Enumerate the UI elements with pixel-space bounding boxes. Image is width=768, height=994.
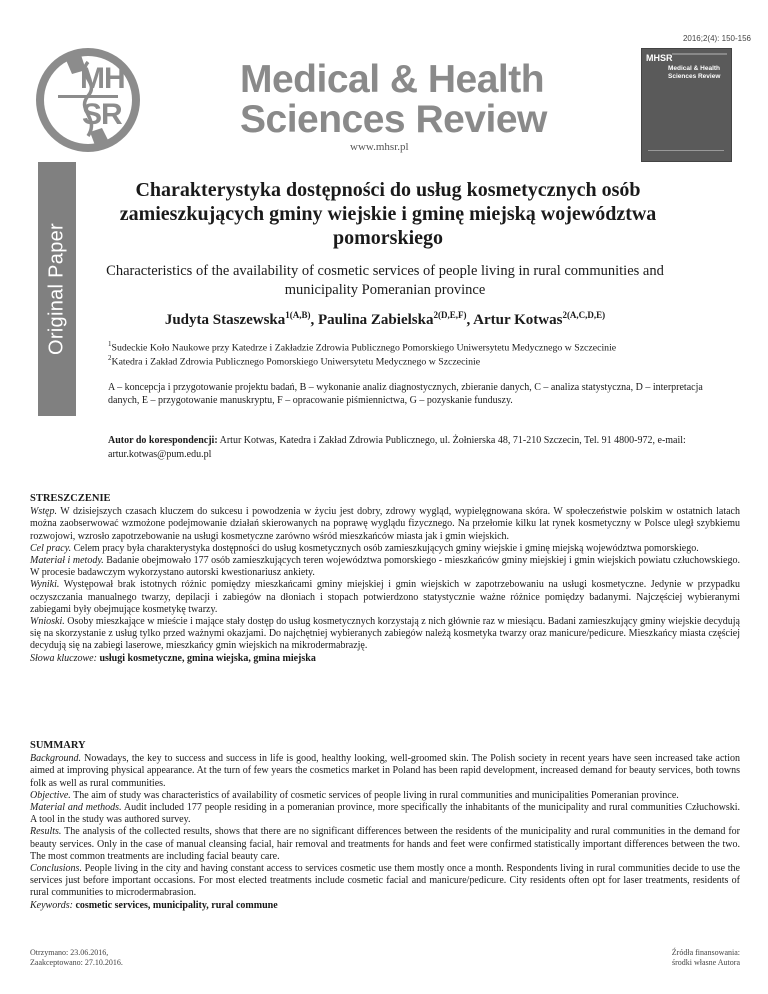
logo-mh: MH — [80, 62, 125, 95]
abstract-paragraph — [30, 802, 740, 826]
author-name: Artur Kotwas — [473, 312, 563, 328]
cover-header-line — [672, 53, 727, 55]
funding-info — [672, 948, 740, 968]
contribution-key: A – koncepcja i przygotowanie projektu badań, B – wykonanie analiz diagnostycznych, zbieranie danych, C – analiza statystyczna, D – interpretacja danych, E – przygotowanie manuskryptu, F – opracowanie piśmiennictwa, G – pozyskanie funduszy. — [108, 382, 703, 406]
abstract-paragraph — [30, 579, 740, 616]
journal-cover-thumbnail — [641, 48, 732, 162]
keywords-label: Słowa kluczowe: — [30, 652, 97, 664]
paragraph-text: Osoby mieszkające w mieście i mające stały dostęp do usług kosmetycznych korzystają z nich głównie raz w miesiącu. Badani zamieszkujący gminy wiejskie decydują się na skorzystanie z usług tylko przed ważnymi okazjami. Do najchętniej wybieranych zabiegów należą kosmetyka twarzy oraz manicure/pedicure. Mieszkańcy miasta częściej decydują się na zabiegi laserowe, mieszkańcy gmin wiejskich na mikrodermabrazję. — [30, 616, 740, 652]
abstract-en — [30, 740, 740, 912]
author-name: Paulina Zabielska — [318, 312, 434, 328]
abstract-pl — [30, 493, 740, 665]
abstract-paragraph — [30, 753, 740, 790]
citation: 2016;2(4): 150-156 — [682, 34, 751, 43]
paragraph-text: Badanie obejmowało 177 osób zamieszkujących teren województwa pomorskiego - mieszkańców gminy miejskiej i gmin wiejskich powiatu człuchowskiego. W procesie badawczym wykorzystano autorski kwestionariusz ankiety. — [30, 555, 740, 579]
paragraph-label: Material and methods. — [30, 802, 122, 814]
affiliation-text: Sudeckie Koło Naukowe przy Katedrze i Zakładzie Zdrowia Publicznego Pomorskiego Uniwersytetu Medycznego w Szczecinie — [111, 342, 617, 354]
abstract-paragraph — [30, 506, 740, 543]
abstract-paragraph — [30, 616, 740, 653]
author-affiliation-mark: 1(A,B) — [285, 310, 311, 320]
abstract-pl-heading: STRESZCZENIE — [30, 493, 111, 504]
paragraph-text: The aim of study was characteristics of availability of cosmetic services of people living in rural communities and municipalities Pomeranian province. — [73, 789, 679, 801]
paragraph-label: Background. — [30, 753, 82, 765]
journal-website[interactable]: www.mhsr.pl — [350, 141, 409, 153]
author-separator: , — [310, 312, 318, 328]
submission-dates — [30, 948, 123, 968]
affiliations — [108, 339, 708, 368]
abstract-en-heading: SUMMARY — [30, 740, 86, 751]
cover-logo: MHSR — [646, 53, 673, 63]
affiliation-1 — [108, 339, 708, 353]
correspondence — [108, 434, 708, 462]
author-separator: , — [466, 312, 474, 328]
affiliation-number: 2 — [108, 354, 112, 363]
journal-title-line2: Sciences Review — [240, 98, 547, 141]
paragraph-label: Conclusions. — [30, 863, 82, 875]
correspondence-label: Autor do korespondencji: — [108, 435, 218, 446]
author-affiliation-mark: 2(A,C,D,E) — [562, 310, 606, 320]
keywords-pl — [30, 653, 740, 665]
received-date: Otrzymano: 23.06.2016, — [30, 948, 109, 957]
affiliation-text: Katedra i Zakład Zdrowia Publicznego Pomorskiego Uniwersytetu Medycznego w Szczecinie — [111, 356, 481, 368]
article-title-pl: Charakterystyka dostępności do usług kosmetycznych osób zamieszkujących gminy wiejskie i gminę miejską województwa pomorskiego — [119, 179, 657, 249]
funding-text: środki własne Autora — [672, 958, 740, 967]
paragraph-label: Cel pracy. — [30, 542, 72, 554]
paragraph-text: Audit included 177 people residing in a pomeranian province, more specifically the inhabitants of the municipality and rural communities Człuchowski. A tool in the study was authored survey. — [30, 802, 740, 826]
funding-label: Źródła finansowania: — [671, 948, 740, 957]
article-type-label: Original Paper — [45, 222, 68, 356]
accepted-date: Zaakceptowano: 27.10.2016. — [30, 958, 123, 967]
journal-title — [240, 60, 547, 140]
abstract-paragraph — [30, 543, 740, 555]
paragraph-label: Wstęp. — [30, 506, 57, 518]
abstract-paragraph — [30, 826, 740, 863]
paragraph-text: Celem pracy była charakterystyka dostępności do usług kosmetycznych osób zamieszkujących gminy wiejskie i gminę miejską województwa pomorskiego. — [73, 542, 699, 554]
paragraph-label: Wnioski. — [30, 616, 65, 628]
cover-title: Medical & Health Sciences Review — [668, 65, 721, 80]
paragraph-text: People living in the city and having constant access to services cosmetic use them mostly once a month. Respondents living in rural communities decide to use the services just before important occasions. For most elected treatments include cosmetic facial and manicure/pedicure. City residents often opt for laser treatments, residents of rural communities to microdermabrasion. — [30, 863, 740, 899]
keywords-text: usługi kosmetyczne, gmina wiejska, gmina miejska — [99, 652, 316, 664]
article-type-bar — [38, 162, 76, 416]
article-title-en: Characteristics of the availability of cosmetic services of people living in rural communities and municipality Pomeranian province — [106, 263, 664, 298]
cover-footer-line — [648, 150, 724, 151]
paragraph-label: Objective. — [30, 789, 71, 801]
paragraph-label: Results. — [30, 826, 62, 838]
paragraph-text: Nowadays, the key to success and success in life is good, healthy looking, well-groomed skin. The Polish society in recent years have seen increased take action aimed at improving physical appearance. At the turn of few years the cosmetics market in Poland has been rapid development, increased demand for beauty services, both towns folk as well as rural communities. — [30, 753, 740, 789]
abstract-paragraph — [30, 863, 740, 900]
journal-logo — [28, 40, 148, 160]
correspondence-text: Artur Kotwas, Katedra i Zakład Zdrowia Publicznego, ul. Żołnierska 48, 71-210 Szczecin, Tel. 91 4800-972, e-mail: artur.kotwas@pum.edu.pl — [108, 435, 686, 460]
author-name: Judyta Staszewska — [164, 312, 286, 328]
journal-title-line1: Medical & Health — [240, 58, 545, 101]
paragraph-text: W dzisiejszych czasach kluczem do sukcesu i powodzenia w życiu jest dobry, zdrowy wygląd, wypielęgnowana skóra. W społeczeństwie polskim w ostatnich latach można zaobserwować wzmożone podejmowanie działań skierowanych na poprawę wyglądu fizycznego. Na przełomie kilku lat rynek kosmetyczny w Polsce uległ szybkiemu rozwojowi, wzrosło zapotrzebowanie na usługi kosmetyczne zarówno wśród mieszkańców miasta jak i gmin wiejskich. — [30, 506, 740, 542]
paragraph-text: Występował brak istotnych różnic pomiędzy mieszkańcami gminy miejskiej i gmin wiejskich w zapotrzebowaniu na usługi kosmetyczne. Jedynie w przypadku oczyszczania manualnego twarzy, depilacji i zabiegów na dłoniach i stopach potwierdzono statystycznie ważne różnice pomiędzy badanymi. Najczęściej wybieranymi zabiegami były obejmujące kosmetykę twarzy. — [30, 579, 740, 615]
abstract-paragraph — [30, 555, 740, 579]
logo-sr: SR — [82, 98, 122, 131]
affiliation-number: 1 — [108, 340, 112, 348]
keywords-text: cosmetic services, municipality, rural commune — [75, 899, 278, 911]
keywords-en — [30, 900, 740, 912]
author-list — [100, 310, 670, 329]
abstract-paragraph — [30, 790, 740, 802]
paragraph-label: Wyniki. — [30, 579, 60, 591]
paragraph-text: The analysis of the collected results, shows that there are no significant differences between the residents of the municipality and rural communities in the demand for beauty services. Only in the case of manual cleansing facial, hair removal and treatments for hands and feet were confirmed statistically important differences between the two. The most common treatments are including facial beauty care. — [30, 826, 740, 862]
affiliation-2 — [108, 353, 708, 367]
keywords-label: Keywords: — [30, 899, 73, 911]
paragraph-label: Materiał i metody. — [30, 555, 104, 567]
author-affiliation-mark: 2(D,E,F) — [433, 310, 467, 320]
